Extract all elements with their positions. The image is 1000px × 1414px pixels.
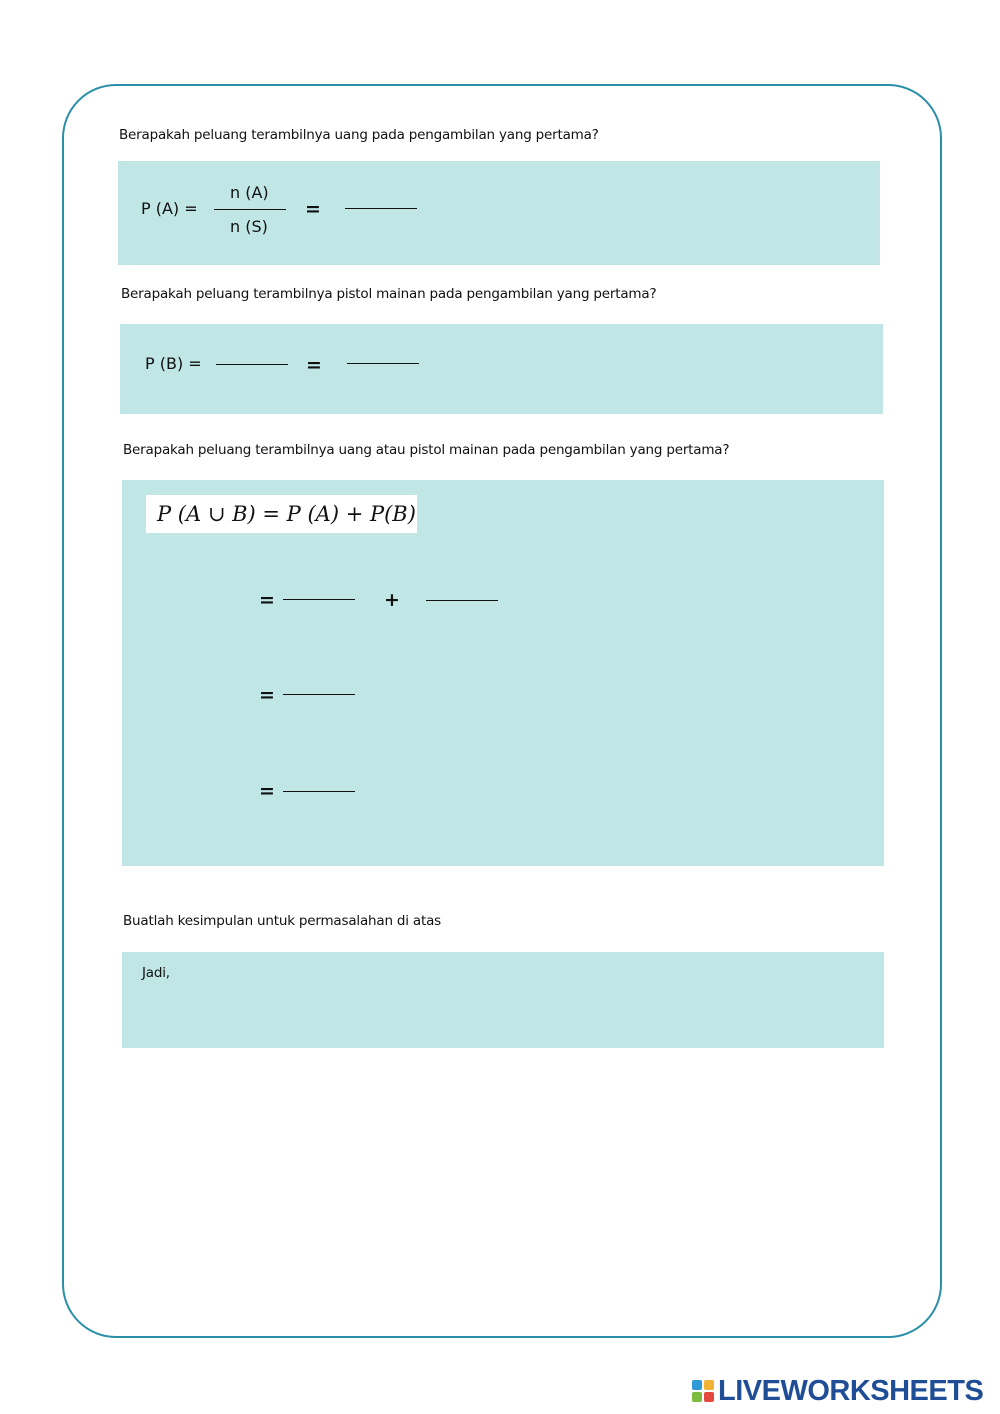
fraction-bar bbox=[214, 209, 286, 210]
fraction-denominator: n (S) bbox=[230, 217, 268, 236]
pa-answer-input[interactable] bbox=[345, 185, 417, 207]
pa-answer-line bbox=[345, 208, 417, 209]
liveworksheets-logo-icon bbox=[692, 1380, 714, 1402]
answer-box-2 bbox=[120, 324, 883, 414]
pb-fraction-line bbox=[216, 364, 288, 365]
question-1-text: Berapakah peluang terambilnya uang pada pengambilan yang pertama? bbox=[119, 127, 599, 143]
question-2-text: Berapakah peluang terambilnya pistol mainan pada pengambilan yang pertama? bbox=[121, 286, 657, 302]
step3-line bbox=[283, 791, 355, 792]
union-formula: P (A ∪ B) = P (A) + P(B) bbox=[146, 495, 417, 533]
equals-sign: = bbox=[305, 198, 321, 220]
step1-b-line bbox=[426, 600, 498, 601]
step1-b-input[interactable] bbox=[426, 577, 498, 599]
pb-fraction-input[interactable] bbox=[216, 340, 288, 362]
fraction-numerator: n (A) bbox=[230, 183, 269, 202]
step1-a-input[interactable] bbox=[283, 576, 355, 598]
equals-sign: = bbox=[306, 354, 322, 376]
step2-input[interactable] bbox=[283, 671, 355, 693]
question-3-text: Berapakah peluang terambilnya uang atau pistol mainan pada pengambilan yang pertama? bbox=[123, 442, 730, 458]
liveworksheets-logo bbox=[692, 1376, 983, 1406]
logo-text: LIVEWORKSHEETS bbox=[718, 1374, 984, 1407]
equals-sign: = bbox=[259, 589, 275, 611]
step1-a-line bbox=[283, 599, 355, 600]
answer-box-4 bbox=[122, 952, 884, 1048]
conclusion-prefix: Jadi, bbox=[142, 965, 170, 981]
pb-answer-input[interactable] bbox=[347, 340, 419, 362]
answer-box-1 bbox=[118, 161, 880, 265]
step3-input[interactable] bbox=[283, 768, 355, 790]
conclusion-textarea[interactable] bbox=[186, 962, 866, 1036]
pb-answer-line bbox=[347, 363, 419, 364]
equals-sign: = bbox=[259, 780, 275, 802]
plus-sign: + bbox=[384, 589, 400, 611]
pb-label: P (B) = bbox=[145, 354, 202, 373]
answer-box-3 bbox=[122, 480, 884, 866]
equals-sign: = bbox=[259, 684, 275, 706]
pa-label: P (A) = bbox=[141, 199, 198, 218]
step2-line bbox=[283, 694, 355, 695]
question-4-text: Buatlah kesimpulan untuk permasalahan di atas bbox=[123, 913, 441, 929]
